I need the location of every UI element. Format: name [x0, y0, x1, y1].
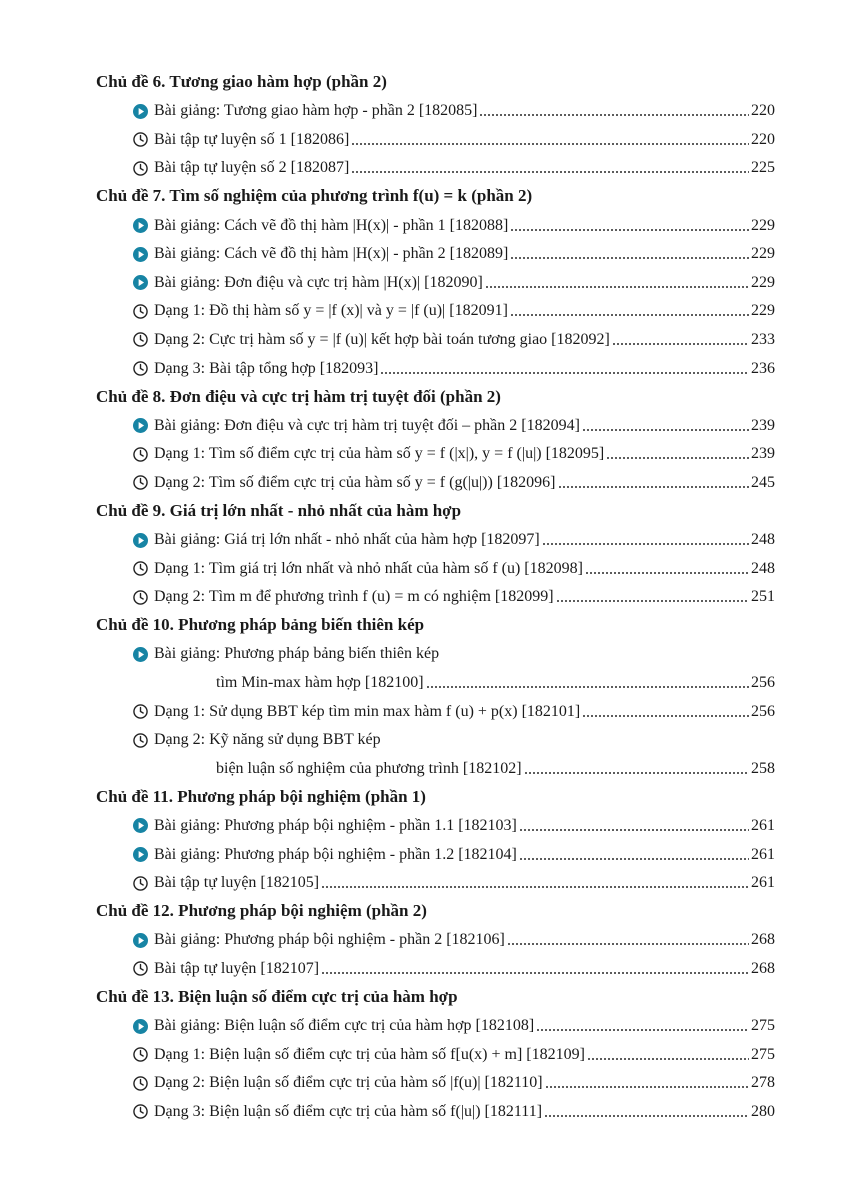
clock-icon [133, 475, 148, 490]
page-number: 233 [751, 330, 775, 348]
toc-entry-continuation [0, 754, 845, 783]
page-number: 248 [751, 559, 775, 577]
leader-dots [507, 943, 749, 945]
toc-entry [0, 440, 845, 469]
play-icon [133, 104, 148, 119]
leader-dots [479, 114, 749, 116]
toc-entry [0, 583, 845, 612]
section-title: Chủ đề 11. Phương pháp bội nghiệm (phần 1) [96, 786, 426, 806]
page-number: 275 [751, 1017, 775, 1035]
entry-label: Bài giảng: Phương pháp bội nghiệm - phần 1.1 [182103] [154, 817, 517, 835]
leader-dots [556, 600, 749, 602]
play-icon [133, 247, 148, 262]
play-icon [133, 218, 148, 233]
leader-dots [524, 772, 749, 774]
leader-dots [485, 286, 749, 288]
page-number: 248 [751, 531, 775, 549]
page-number: 256 [751, 674, 775, 692]
clock-icon [133, 304, 148, 319]
page-number: 251 [751, 588, 775, 606]
toc-entry [0, 926, 845, 955]
entry-label: Dạng 1: Biện luận số điểm cực trị của hàm số f[u(x) + m] [182109] [154, 1045, 585, 1063]
toc-entry [0, 869, 845, 898]
section-title: Chủ đề 10. Phương pháp bảng biến thiên kép [96, 615, 425, 635]
page-number: 229 [751, 273, 775, 291]
entry-label: Dạng 1: Đồ thị hàm số y = |f (x)| và y = |f (u)| [182091] [154, 302, 508, 320]
clock-icon [133, 590, 148, 605]
entry-label: Dạng 2: Tìm m để phương trình f (u) = m có nghiệm [182099] [154, 588, 554, 606]
page-number: 239 [751, 445, 775, 463]
clock-icon [133, 961, 148, 976]
clock-icon [133, 361, 148, 376]
clock-icon [133, 1076, 148, 1091]
leader-dots [519, 829, 749, 831]
toc-entry [0, 954, 845, 983]
leader-dots [542, 543, 749, 545]
entry-label: Dạng 2: Kỹ năng sử dụng BBT kép [154, 731, 381, 749]
play-icon [133, 933, 148, 948]
entry-label: Dạng 3: Biện luận số điểm cực trị của hàm số f(|u|) [182111] [154, 1102, 543, 1120]
page-number: 256 [751, 702, 775, 720]
leader-dots [558, 486, 750, 488]
toc-entry [0, 811, 845, 840]
leader-dots [510, 229, 749, 231]
entry-label: Dạng 2: Cực trị hàm số y = |f (u)| kết hợp bài toán tương giao [182092] [154, 330, 610, 348]
entry-label: Bài tập tự luyện [182107] [154, 960, 320, 977]
toc-entry [0, 125, 845, 154]
page-number: 245 [751, 473, 775, 491]
leader-dots [380, 372, 749, 374]
toc-entry [0, 97, 845, 126]
toc-entry [0, 354, 845, 383]
play-icon [133, 847, 148, 862]
page-number: 278 [751, 1074, 775, 1092]
entry-label: biện luận số nghiệm của phương trình [182102] [216, 759, 522, 777]
section-title: Chủ đề 7. Tìm số nghiệm của phương trình f(u) = k (phần 2) [96, 186, 533, 206]
leader-dots [582, 715, 749, 717]
clock-icon [133, 447, 148, 462]
leader-dots [545, 1086, 749, 1088]
leader-dots [606, 457, 749, 459]
entry-label: Dạng 1: Sử dụng BBT kép tìm min max hàm f (u) + p(x) [182101] [154, 702, 581, 720]
entry-label: Dạng 1: Tìm giá trị lớn nhất và nhỏ nhất của hàm số f (u) [182098] [154, 559, 583, 577]
clock-icon [133, 132, 148, 147]
clock-icon [133, 1047, 148, 1062]
page-number: 261 [751, 817, 775, 835]
entry-label: Bài tập tự luyện [182105] [154, 874, 320, 892]
entry-label: Bài giảng: Đơn điệu và cực trị hàm trị tuyệt đối – phần 2 [182094] [154, 416, 580, 434]
toc-entry [0, 640, 845, 669]
entry-label: Bài tập tự luyện số 2 [182087] [154, 159, 350, 177]
section-title: Chủ đề 8. Đơn điệu và cực trị hàm trị tuyệt đối (phần 2) [96, 386, 501, 406]
toc-entry [0, 325, 845, 354]
entry-label: Bài giảng: Giá trị lớn nhất - nhỏ nhất của hàm hợp [182097] [154, 531, 540, 549]
play-icon [133, 533, 148, 548]
toc-entry-continuation [0, 668, 845, 697]
page-number: 229 [751, 245, 775, 263]
clock-icon [133, 876, 148, 891]
leader-dots [544, 1115, 749, 1117]
entry-label: Bài giảng: Biện luận số điểm cực trị của hàm hợp [182108] [154, 1017, 535, 1035]
page-number: 239 [751, 416, 775, 434]
entry-label: Bài giảng: Đơn điệu và cực trị hàm |H(x)| [182090] [154, 273, 483, 291]
toc-entry [0, 211, 845, 240]
page-number: 280 [751, 1102, 775, 1120]
leader-dots [351, 143, 749, 145]
toc-entry [0, 154, 845, 183]
toc-entry [0, 526, 845, 555]
toc-entry [0, 268, 845, 297]
section-title: Chủ đề 9. Giá trị lớn nhất - nhỏ nhất của hàm hợp [96, 500, 462, 520]
clock-icon [133, 1104, 148, 1119]
clock-icon [133, 161, 148, 176]
leader-dots [587, 1058, 749, 1060]
play-icon [133, 818, 148, 833]
page-number: 225 [751, 159, 775, 177]
section-title: Chủ đề 13. Biện luận số điểm cực trị của hàm hợp [96, 987, 458, 1006]
play-icon [133, 647, 148, 662]
toc-entry [0, 1012, 845, 1041]
entry-label: Dạng 2: Biện luận số điểm cực trị của hàm số |f(u)| [182110] [154, 1074, 543, 1092]
leader-dots [585, 572, 749, 574]
entry-label: Bài giảng: Cách vẽ đồ thị hàm |H(x)| - phần 1 [182088] [154, 216, 509, 234]
clock-icon [133, 704, 148, 719]
toc-entry [0, 1097, 845, 1126]
clock-icon [133, 561, 148, 576]
toc-entry [0, 840, 845, 869]
entry-label: Bài giảng: Cách vẽ đồ thị hàm |H(x)| - phần 2 [182089] [154, 245, 509, 263]
play-icon [133, 275, 148, 290]
page-number: 258 [751, 759, 775, 777]
leader-dots [510, 257, 749, 259]
page-number: 220 [751, 102, 775, 120]
leader-dots [351, 171, 749, 173]
entry-label: Bài tập tự luyện số 1 [182086] [154, 130, 350, 148]
leader-dots [519, 858, 749, 860]
page-number: 229 [751, 216, 775, 234]
toc-entry [0, 411, 845, 440]
toc-entry [0, 1040, 845, 1069]
page-number: 268 [751, 931, 775, 949]
play-icon [133, 1019, 148, 1034]
page-number: 261 [751, 874, 775, 892]
page-number: 229 [751, 302, 775, 320]
section-title: Chủ đề 12. Phương pháp bội nghiệm (phần 2) [96, 901, 427, 921]
toc-entry [0, 697, 845, 726]
table-of-contents [0, 68, 845, 1126]
entry-label: Dạng 2: Tìm số điểm cực trị của hàm số y = f (g(|u|)) [182096] [154, 473, 556, 491]
leader-dots [321, 972, 749, 974]
entry-label: Dạng 3: Bài tập tổng hợp [182093] [154, 359, 379, 377]
leader-dots [536, 1029, 749, 1031]
toc-entry [0, 726, 845, 755]
toc-entry [0, 1069, 845, 1098]
entry-label: Bài giảng: Phương pháp bội nghiệm - phần 2 [182106] [154, 931, 505, 949]
page-number: 220 [751, 130, 775, 148]
page-number: 275 [751, 1045, 775, 1063]
leader-dots [321, 886, 749, 888]
entry-label: Bài giảng: Phương pháp bội nghiệm - phần 1.2 [182104] [154, 845, 517, 863]
play-icon [133, 418, 148, 433]
clock-icon [133, 332, 148, 347]
leader-dots [612, 343, 749, 345]
leader-dots [426, 686, 749, 688]
entry-label: Bài giảng: Phương pháp bảng biến thiên kép [154, 645, 440, 663]
entry-label: Dạng 1: Tìm số điểm cực trị của hàm số y = f (|x|), y = f (|u|) [182095] [154, 445, 605, 463]
toc-entry [0, 240, 845, 269]
leader-dots [510, 314, 749, 316]
toc-entry [0, 468, 845, 497]
toc-entry [0, 297, 845, 326]
entry-label: tìm Min-max hàm hợp [182100] [216, 674, 424, 692]
entry-label: Bài giảng: Tương giao hàm hợp - phần 2 [182085] [154, 102, 478, 120]
toc-entry [0, 554, 845, 583]
page-number: 261 [751, 845, 775, 863]
page-number: 268 [751, 960, 775, 977]
clock-icon [133, 733, 148, 748]
leader-dots [582, 429, 749, 431]
page-number: 236 [751, 359, 775, 377]
section-title: Chủ đề 6. Tương giao hàm hợp (phần 2) [96, 72, 387, 91]
